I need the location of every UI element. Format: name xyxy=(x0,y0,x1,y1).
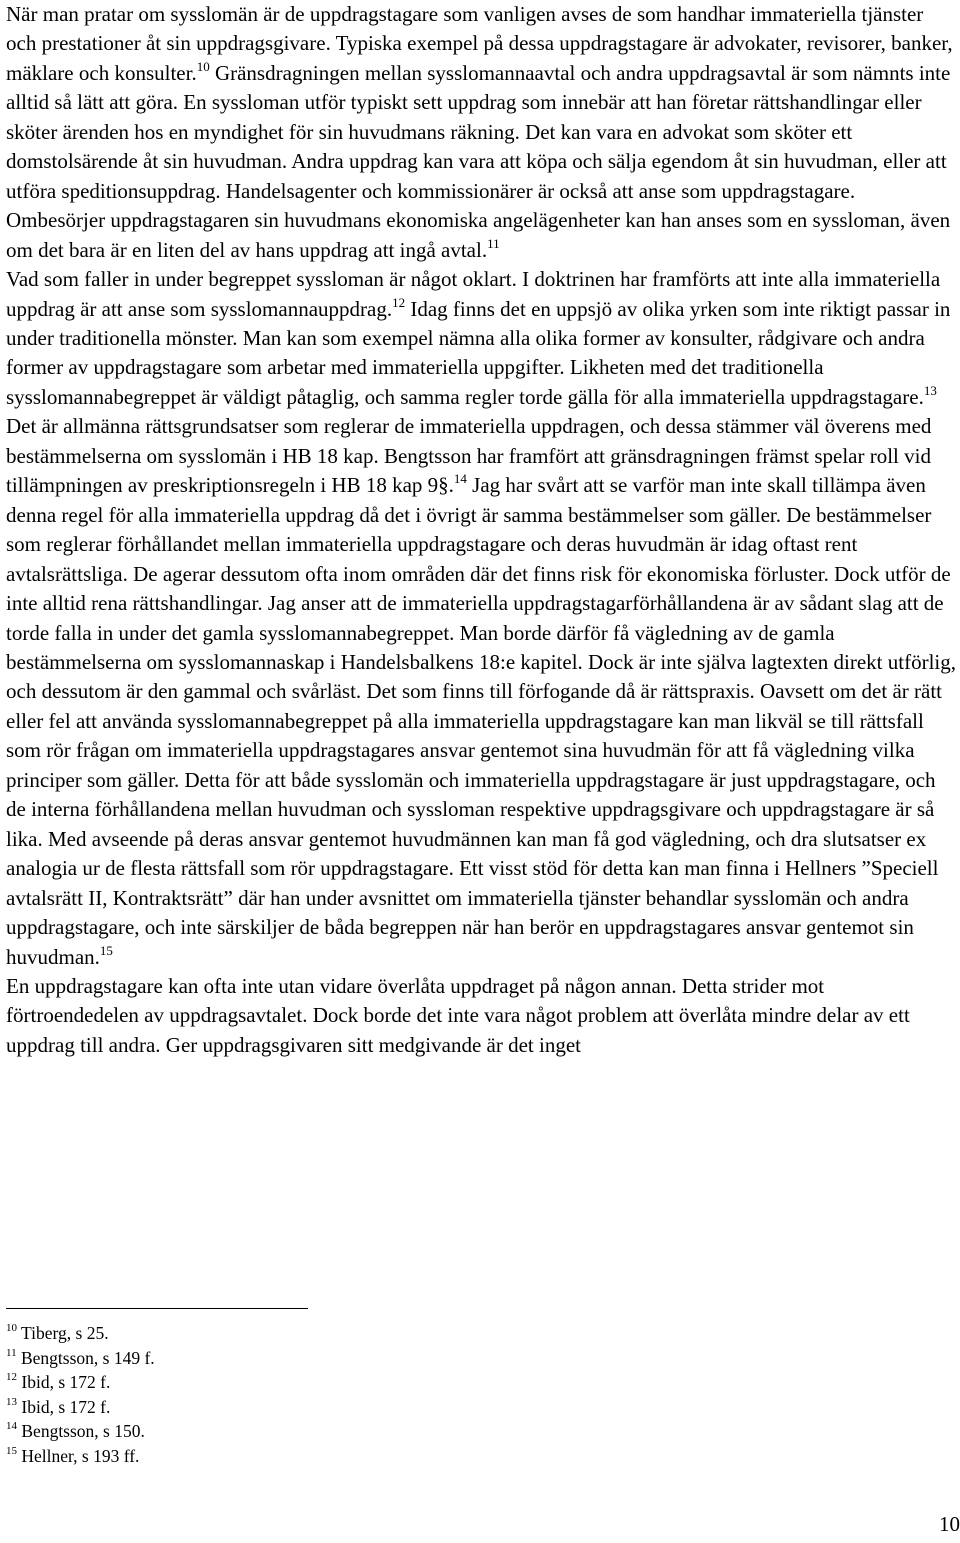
text-run: En uppdragstagare kan ofta inte utan vidare överlåta uppdraget på någon annan. Detta strider mot förtroendedelen av uppdragsavtalet. Dock borde det inte vara något problem att överlåta mindre delar av ett uppdrag till andra. Ger uppdragsgivaren sitt medgivande är det inget xyxy=(6,973,910,1057)
footnote-number: 14 xyxy=(6,1420,17,1433)
footnote-ref: 12 xyxy=(392,294,406,310)
footnote-number: 13 xyxy=(6,1395,17,1408)
footnote-separator xyxy=(6,1308,308,1309)
footnote-text: Ibid, s 172 f. xyxy=(17,1372,111,1392)
footnote-ref: 10 xyxy=(196,58,210,74)
footnote-number: 15 xyxy=(6,1444,17,1457)
text-run: Gränsdragningen mellan sysslomannaavtal och andra uppdragsavtal är som nämnts inte alltid så lätt att göra. En syssloman utför typiskt sett uppdrag som innebär att han företar rättshandlingar eller sköter ärenden hos en myndighet för sin huvudmans räkning. Det kan vara en advokat som sköter ett domstolsärende åt sin huvudman. Andra uppdrag kan vara att köpa och sälja egendom åt sin huvudman, eller att utföra speditionsuppdrag. Handelsagenter och kommissionärer är också att anse som uppdragstagare. Ombesörjer uppdragstagaren sin huvudmans ekonomiska angelägenheter kan han anses som en syssloman, även om det bara är en liten del av hans uppdrag att ingå avtal. xyxy=(6,60,951,262)
footnote-text: Bengtsson, s 149 f. xyxy=(16,1347,155,1368)
footnote-number: 11 xyxy=(6,1346,17,1359)
text-run: När man pratar om sysslomän är de uppdragstagare som vanligen avses de som handhar immateriella tjänster och prestationer åt sin uppdragsgivare. Typiska exempel på dessa uppdragstagare är advokater, revisorer, banker, mäklare och konsulter. xyxy=(6,2,953,85)
text-run: Det är allmänna rättsgrundsatser som reglerar de immateriella uppdragen, och dessa stämmer väl överens med bestämmelserna om sysslomän i HB 18 kap. Bengtsson har framfört att gränsdragningen främst spelar roll vid tillämpningen av preskriptionsregeln i HB 18 kap 9§. xyxy=(6,414,932,498)
footnote-ref: 13 xyxy=(923,382,937,398)
paragraph xyxy=(6,265,958,972)
footnote-number: 10 xyxy=(6,1322,17,1335)
paragraph xyxy=(6,0,958,265)
footnote-ref: 15 xyxy=(99,942,113,958)
footnote xyxy=(6,1370,155,1395)
footnote-text: Ibid, s 172 f. xyxy=(17,1396,111,1417)
document-page xyxy=(6,0,958,1466)
footnote-number: 12 xyxy=(6,1371,17,1384)
footnote xyxy=(6,1395,155,1420)
footnote-text: Tiberg, s 25. xyxy=(17,1323,109,1343)
footnote-text: Hellner, s 193 ff. xyxy=(17,1445,140,1466)
page-number: 10 xyxy=(939,1512,960,1536)
footnote xyxy=(6,1346,155,1371)
body-text xyxy=(6,0,958,1060)
text-run: Jag har svårt att se varför man inte skall tillämpa även denna regel för alla immateriella uppdrag då det i övrigt är samma bestämmelser som gäller. De bestämmelser som reglerar förhållandet mellan immateriella uppdragstagare och deras huvudmän är idag oftast rent avtalsrättsliga. De agerar dessutom ofta inom områden där det finns risk för ekonomiska förluster. Dock utför de inte alltid rena rättshandlingar. Jag anser att de immateriella uppdragstagarförhållandena är av sådant slag att de torde falla in under det gamla sysslomannabegreppet. Man borde därför få vägledning av de gamla bestämmelserna om sysslomannaskap i Handelsbalkens 18:e kapitel. Dock är inte själva lagtexten direkt utförlig, och dessutom är den gammal och svårläst. Det som finns till förfogande då är rättspraxis. Oavsett om det är rätt eller fel att använda sysslomannabegreppet på alla immateriella uppdragstagare kan man likväl se till rättsfall som rör frågan om immateriella uppdragstagares ansvar gentemot sina huvudmän för att få vägledning vilka principer som gäller. Detta för att både sysslomän och immateriella uppdragstagare är just uppdragstagare, och de interna förhållandena mellan huvudman och syssloman respektive uppdragsgivare och uppdragstagare är så lika. Med avseende på deras ansvar gentemot huvudmännen kan man få god vägledning, och dra slutsatser ex analogia ur de flesta rättsfall som rör uppdragstagare. Ett visst stöd för detta kan man finna i Hellners ”Speciell avtalsrätt II, Kontraktsrätt” där han under avsnittet om immateriella tjänster behandlar sysslomän och andra uppdragstagare, och inte särskiljer de båda begreppen när han berör en uppdragstagares ansvar gentemot sin huvudman. xyxy=(6,473,956,969)
text-run: Idag finns det en uppsjö av olika yrken som inte riktigt passar in under traditionella mönster. Man kan som exempel nämna alla olika former av konsulter, rådgivare och andra former av uppdragstagare som arbetar med immateriella uppgifter. Likheten med det traditionella sysslomannabegreppet är väldigt påtaglig, och samma regler torde gälla för alla immateriella uppdragstagare. xyxy=(6,296,951,409)
text-run: Vad som faller in under begreppet syssloman är något oklart. I doktrinen har framförts att inte alla immateriella uppdrag är att anse som sysslomannauppdrag. xyxy=(6,267,941,321)
footnotes xyxy=(6,1321,155,1468)
footnote xyxy=(6,1321,155,1346)
footnote-text: Bengtsson, s 150. xyxy=(17,1421,145,1441)
footnote xyxy=(6,1419,155,1444)
paragraph xyxy=(6,972,958,1060)
footnote-ref: 14 xyxy=(453,471,467,487)
footnote-ref: 11 xyxy=(487,235,500,251)
footnote xyxy=(6,1444,155,1469)
